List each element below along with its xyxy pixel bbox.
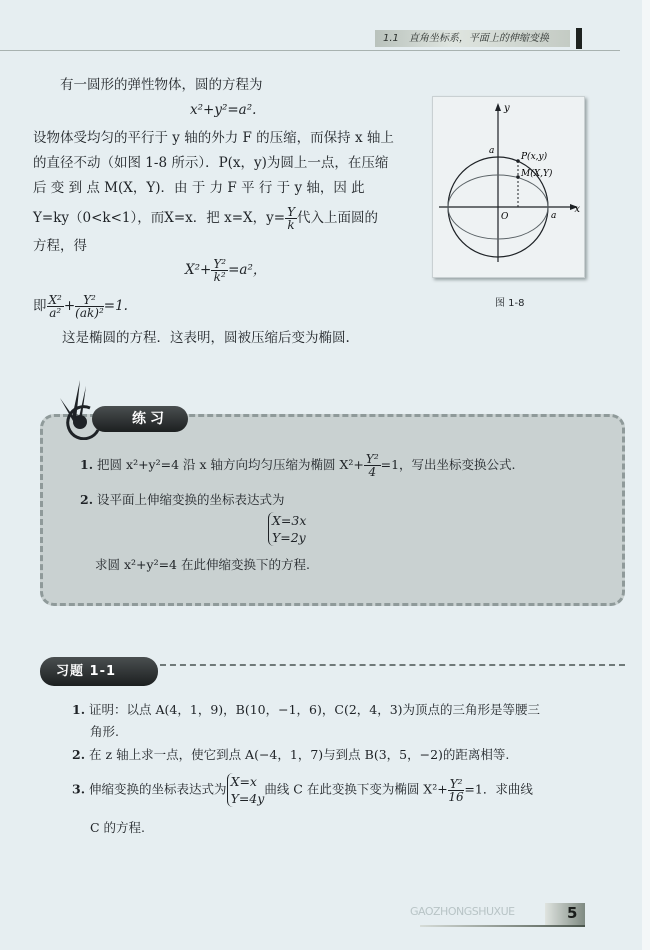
figure-caption: 图 1-8 <box>495 298 525 309</box>
exercise-box <box>40 414 625 606</box>
exercise-item-2-system: X=3x Y=2y <box>268 512 306 546</box>
body-line-1: 有一圆形的弹性物体，圆的方程为 <box>60 77 263 93</box>
homework-item-2: 2. 在 z 轴上求一点，使它到点 A(−4，1，7)与到点 B(3，5，−2)的距离相等. <box>72 747 510 762</box>
circle-equation: x²+y²=a². <box>190 102 257 118</box>
svg-text:a: a <box>489 146 495 156</box>
body-line-7: 这是椭圆的方程．这表明，圆被压缩后变为椭圆. <box>62 330 350 346</box>
substituted-equation: X²+ $\frac{\text{Y²}}{\text{k²}}$ =a²， <box>185 257 267 284</box>
header-marker <box>576 28 582 49</box>
footer-bar <box>545 903 585 925</box>
svg-text:a: a <box>551 211 557 221</box>
footer-line <box>420 925 585 927</box>
exercise-item-1: 1. 把圆 x²+y²=4 沿 x 轴方向均匀压缩为椭圆 X²+ $\frac{\text{Y²}}{4}$ =1，写出坐标变换公式. <box>80 452 516 479</box>
svg-text:O: O <box>501 212 509 222</box>
svg-text:M(X,Y): M(X,Y) <box>521 169 553 179</box>
header-divider <box>0 50 620 51</box>
body-line-5 <box>33 206 378 231</box>
homework-item-1: 1. 证明：以点 A(4，1，9)，B(10，−1，6)，C(2，4，3)为顶点的三角形是等腰三 <box>72 702 541 717</box>
svg-text:P(x,y): P(x,y) <box>521 152 548 162</box>
exercise-tab: 练习 <box>92 406 188 432</box>
homework-item-3-cont: C 的方程. <box>90 820 146 835</box>
svg-text:y: y <box>504 103 510 114</box>
ellipse-equation: 即 $\frac{\text{X²}}{\text{a²}}$ + $\frac{\text{Y²}}{\text{(ak)²}}$ =1. <box>33 293 128 320</box>
body-line-6: 方程，得 <box>33 238 87 254</box>
homework-item-1-cont: 角形. <box>90 724 119 739</box>
section-header: 1.1 直角坐标系，平面上的伸缩变换 <box>375 30 570 47</box>
exercise-item-2-followup: 求圆 x²+y²=4 在此伸缩变换下的方程. <box>95 557 310 572</box>
body-line-4: 后 变 到 点 M(X，Y)．由 于 力 F 平 行 于 y 轴，因 此 <box>33 180 365 196</box>
fraction-y-over-k: $\frac{Y}{k}$ <box>287 205 295 232</box>
body-line-3: 的直径不动（如图 1-8 所示）．P(x，y)为圆上一点，在压缩 <box>33 155 389 171</box>
body-line-5-b: 代入上面圆的 <box>297 210 378 226</box>
circle-ellipse-diagram <box>433 97 584 277</box>
page-number: 5 <box>567 904 578 922</box>
figure-1-8 <box>432 96 585 278</box>
page-edge <box>642 0 650 950</box>
body-line-2: 设物体受均匀的平行于 y 轴的外力 F 的压缩，而保持 x 轴上 <box>33 130 394 146</box>
homework-tab: 习题 1-1 <box>40 657 158 686</box>
homework-item-3: 3. 伸缩变换的坐标表达式为 X=x Y=4y曲线 C 在此变换下变为椭圆 X²+ $\frac{\text{Y²}}{16}$ =1．求曲线 <box>72 774 533 806</box>
homework-divider <box>160 664 625 666</box>
svg-text:x: x <box>574 204 580 215</box>
footer-brand: GAOZHONGSHUXUE <box>410 905 515 918</box>
body-line-5-a: Y=ky（0<k<1），而X=x．把 x=X，y= <box>33 210 286 226</box>
exercise-item-2: 2. 设平面上伸缩变换的坐标表达式为 <box>80 492 285 507</box>
